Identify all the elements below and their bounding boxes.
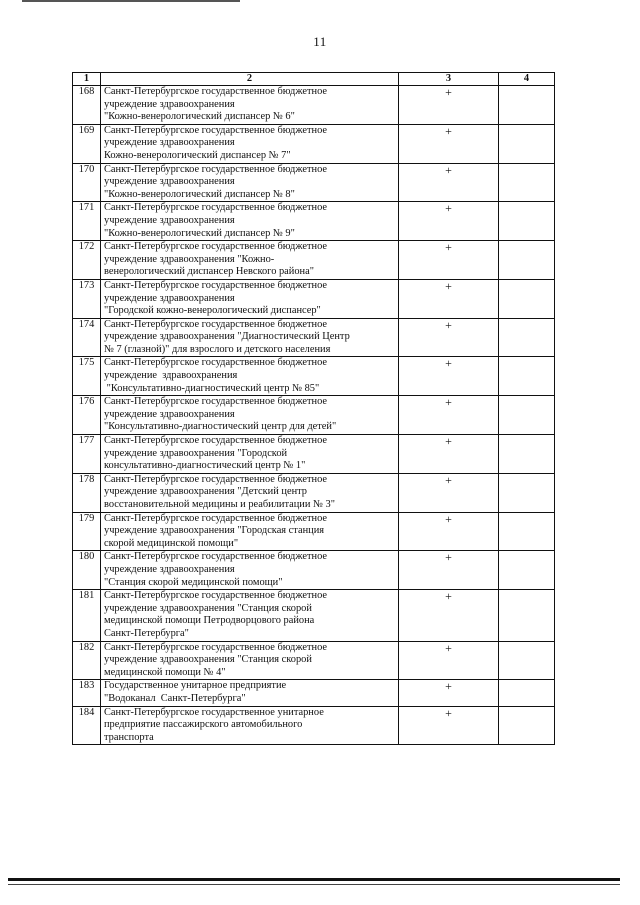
organization-name-line: медицинской помощи № 4" <box>104 666 226 678</box>
column-4-cell <box>499 86 555 125</box>
organization-name-line: Санкт-Петербургское государственное бюджетное <box>104 473 328 485</box>
column-3-mark: + <box>399 512 499 551</box>
organization-name-line: Санкт-Петербургское государственное бюджетное <box>104 124 328 136</box>
organization-name <box>101 551 399 590</box>
table-row <box>73 318 555 357</box>
organization-name-line: Санкт-Петербурга" <box>104 627 189 639</box>
organization-name <box>101 706 399 745</box>
column-3-mark: + <box>399 473 499 512</box>
organization-name-line: Санкт-Петербургское государственное бюджетное <box>104 241 328 253</box>
organization-name-line: "Кожно-венерологический диспансер № 9" <box>104 227 295 239</box>
organization-name-line: учреждение здравоохранения "Городская станция <box>104 525 325 537</box>
organization-name-line: "Кожно-венерологический диспансер № 8" <box>104 188 295 200</box>
organization-name-line: Санкт-Петербургское государственное бюджетное <box>104 396 328 408</box>
organization-name-line: учреждение здравоохранения "Детский центр <box>104 486 307 498</box>
column-3-mark: + <box>399 641 499 680</box>
column-3-mark: + <box>399 124 499 163</box>
organization-name-line: учреждение здравоохранения <box>104 292 235 304</box>
table-row <box>73 706 555 745</box>
organization-name-line: учреждение здравоохранения <box>104 214 235 226</box>
row-number: 182 <box>73 641 101 680</box>
organizations-table <box>72 72 555 745</box>
organization-name <box>101 279 399 318</box>
organization-name-line: Санкт-Петербургское государственное бюджетное <box>104 357 328 369</box>
row-number: 180 <box>73 551 101 590</box>
table-row <box>73 590 555 641</box>
organization-name-line: учреждение здравоохранения <box>104 370 238 382</box>
organization-name-line: венерологический диспансер Невского района" <box>104 266 314 278</box>
organization-name-line: Санкт-Петербургское государственное бюджетное <box>104 590 328 602</box>
column-4-cell <box>499 202 555 241</box>
column-4-cell <box>499 124 555 163</box>
column-3-mark: + <box>399 396 499 435</box>
table-row <box>73 357 555 396</box>
organization-name-line: учреждение здравоохранения <box>104 137 235 149</box>
table-row <box>73 241 555 280</box>
row-number: 184 <box>73 706 101 745</box>
row-number: 174 <box>73 318 101 357</box>
row-number: 177 <box>73 435 101 474</box>
column-4-cell <box>499 318 555 357</box>
organization-name-line: учреждение здравоохранения "Станция скорой <box>104 602 312 614</box>
organization-name-line: учреждение здравоохранения <box>104 408 235 420</box>
page-number: 11 <box>313 34 327 49</box>
table-row <box>73 163 555 202</box>
organization-name <box>101 473 399 512</box>
table-row <box>73 641 555 680</box>
table-row <box>73 680 555 706</box>
column-4-cell <box>499 163 555 202</box>
row-number: 172 <box>73 241 101 280</box>
organization-name-line: Кожно-венерологический диспансер № 7" <box>104 149 291 161</box>
row-number: 171 <box>73 202 101 241</box>
organization-name-line: "Кожно-венерологический диспансер № 6" <box>104 111 295 123</box>
column-3-mark: + <box>399 680 499 706</box>
organization-name <box>101 318 399 357</box>
organization-name-line: Санкт-Петербургское государственное бюджетное <box>104 435 328 447</box>
organization-name-line: "Станция скорой медицинской помощи" <box>104 576 283 588</box>
column-4-cell <box>499 241 555 280</box>
organization-name-line: Санкт-Петербургское государственное бюджетное <box>104 163 328 175</box>
header-col-1: 1 <box>73 73 101 86</box>
organization-name <box>101 590 399 641</box>
organization-name <box>101 641 399 680</box>
column-3-mark: + <box>399 357 499 396</box>
row-number: 169 <box>73 124 101 163</box>
column-3-mark: + <box>399 551 499 590</box>
column-4-cell <box>499 590 555 641</box>
bottom-edge-rule <box>8 878 620 881</box>
row-number: 178 <box>73 473 101 512</box>
organization-name-line: медицинской помощи Петродворцового района <box>104 615 315 627</box>
organization-name <box>101 435 399 474</box>
table-header-row <box>73 73 555 86</box>
table-row <box>73 473 555 512</box>
column-4-cell <box>499 706 555 745</box>
organization-name-line: учреждение здравоохранения <box>104 98 235 110</box>
organization-name <box>101 396 399 435</box>
organization-name-line: Санкт-Петербургское государственное бюджетное <box>104 202 328 214</box>
column-3-mark: + <box>399 86 499 125</box>
organization-name-line: "Консультативно-диагностический центр № 85" <box>104 382 320 394</box>
top-edge-rule <box>22 0 240 2</box>
organization-name-line: Санкт-Петербургское государственное бюджетное <box>104 279 328 291</box>
table-row <box>73 435 555 474</box>
organization-name <box>101 241 399 280</box>
row-number: 179 <box>73 512 101 551</box>
organization-name-line: Санкт-Петербургское государственное бюджетное <box>104 641 328 653</box>
organization-name-line: "Водоканал Санкт-Петербурга" <box>104 692 246 704</box>
row-number: 181 <box>73 590 101 641</box>
row-number: 170 <box>73 163 101 202</box>
organization-name-line: Санкт-Петербургское государственное бюджетное <box>104 318 328 330</box>
bottom-edge-rule-thin <box>8 884 620 885</box>
organization-name-line: учреждение здравоохранения <box>104 176 235 188</box>
column-3-mark: + <box>399 706 499 745</box>
organization-name-line: предприятие пассажирского автомобильного <box>104 719 303 731</box>
organization-name-line: Санкт-Петербургское государственное бюджетное <box>104 512 328 524</box>
row-number: 175 <box>73 357 101 396</box>
table-row <box>73 86 555 125</box>
table-row <box>73 396 555 435</box>
column-3-mark: + <box>399 435 499 474</box>
organization-name-line: восстановительной медицины и реабилитации № 3" <box>104 499 335 510</box>
row-number: 173 <box>73 279 101 318</box>
header-col-2: 2 <box>101 73 399 86</box>
organization-name-line: скорой медицинской помощи" <box>104 537 239 549</box>
organization-name <box>101 512 399 551</box>
header-col-4: 4 <box>499 73 555 86</box>
organization-name-line: консультативно-диагностический центр № 1" <box>104 460 306 472</box>
organization-name-line: Санкт-Петербургское государственное бюджетное <box>104 86 328 97</box>
row-number: 176 <box>73 396 101 435</box>
organization-name <box>101 163 399 202</box>
organization-name <box>101 124 399 163</box>
organization-name-line: учреждение здравоохранения <box>104 563 235 575</box>
column-4-cell <box>499 551 555 590</box>
table-row <box>73 512 555 551</box>
organization-name-line: транспорта <box>104 731 154 743</box>
column-4-cell <box>499 641 555 680</box>
table-row <box>73 551 555 590</box>
table-row <box>73 124 555 163</box>
organization-name-line: Санкт-Петербургское государственное бюджетное <box>104 551 328 563</box>
column-3-mark: + <box>399 241 499 280</box>
row-number: 168 <box>73 86 101 125</box>
organization-name-line: "Консультативно-диагностический центр для детей" <box>104 421 337 433</box>
organization-name-line: Санкт-Петербургское государственное унитарное <box>104 706 324 718</box>
column-3-mark: + <box>399 202 499 241</box>
column-4-cell <box>499 473 555 512</box>
organization-name-line: учреждение здравоохранения "Станция скорой <box>104 654 312 666</box>
organization-name-line: "Городской кожно-венерологический диспансер" <box>104 305 321 317</box>
organization-name-line: Государственное унитарное предприятие <box>104 680 287 692</box>
organization-name-line: учреждение здравоохранения "Диагностический Центр <box>104 331 350 343</box>
organization-name <box>101 680 399 706</box>
organization-name-line: учреждение здравоохранения "Городской <box>104 447 288 459</box>
header-col-3: 3 <box>399 73 499 86</box>
column-4-cell <box>499 435 555 474</box>
organization-name <box>101 202 399 241</box>
organization-name-line: № 7 (глазной)" для взрослого и детского населения <box>104 343 331 355</box>
organization-name <box>101 357 399 396</box>
column-3-mark: + <box>399 318 499 357</box>
column-4-cell <box>499 512 555 551</box>
organization-name <box>101 86 399 125</box>
table-row <box>73 279 555 318</box>
column-4-cell <box>499 680 555 706</box>
column-3-mark: + <box>399 163 499 202</box>
column-4-cell <box>499 357 555 396</box>
column-3-mark: + <box>399 279 499 318</box>
table-row <box>73 202 555 241</box>
organization-name-line: учреждение здравоохранения "Кожно- <box>104 253 275 265</box>
column-3-mark: + <box>399 590 499 641</box>
column-4-cell <box>499 279 555 318</box>
column-4-cell <box>499 396 555 435</box>
row-number: 183 <box>73 680 101 706</box>
table-body <box>73 86 555 745</box>
